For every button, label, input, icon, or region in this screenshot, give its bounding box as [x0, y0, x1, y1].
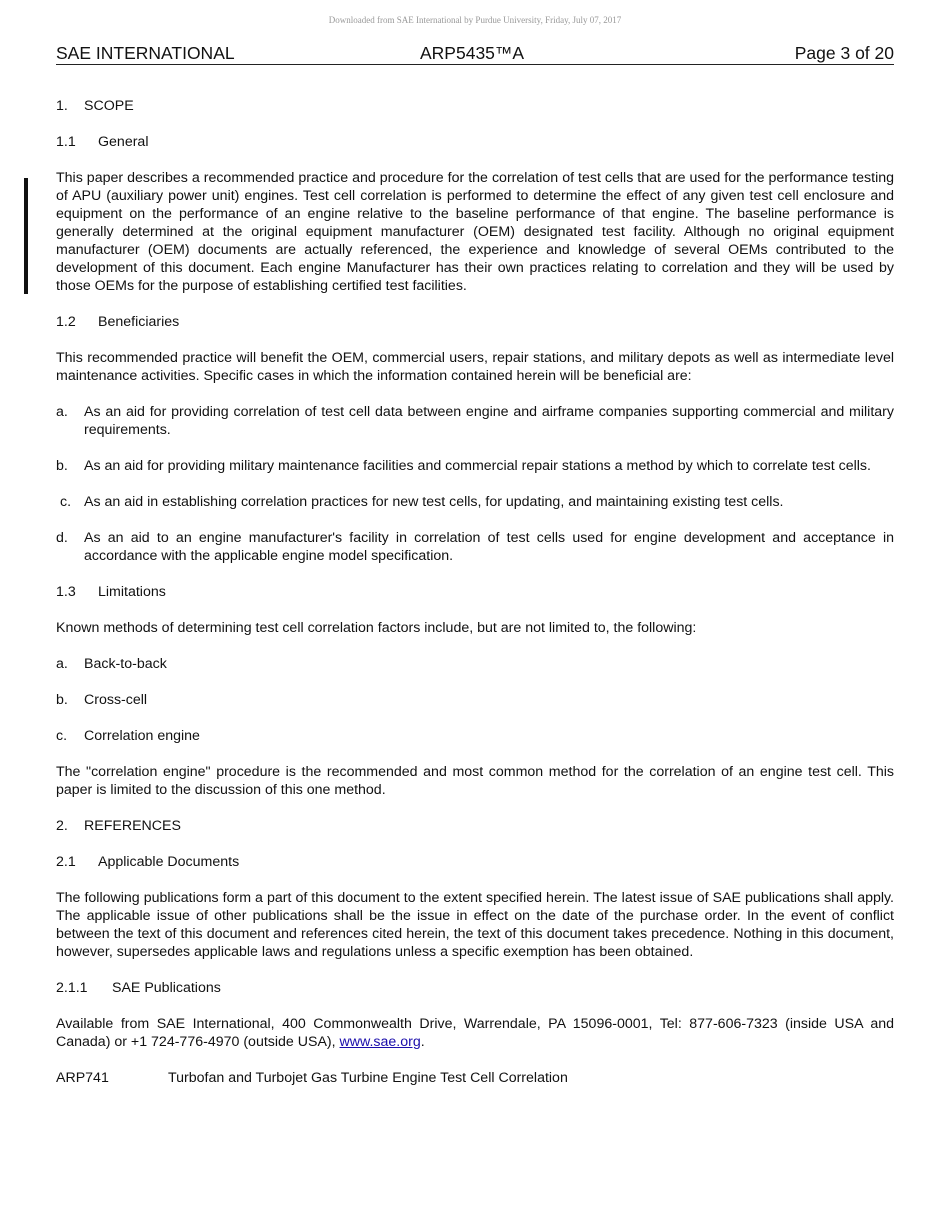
sae-publications-paragraph: [56, 1015, 894, 1051]
list-item-text: As an aid for providing military maintenance facilities and commercial repair stations a method by which to correlate test cells.: [84, 458, 871, 474]
header-doc-id: ARP5435™A: [420, 43, 525, 63]
section-heading-references: [56, 817, 894, 835]
section-heading-applicable-documents: [56, 853, 894, 871]
list-item-label: b.: [56, 692, 68, 708]
document-body: [56, 97, 894, 1105]
list-item: [56, 493, 894, 511]
applicable-documents-paragraph: The following publications form a part of this document to the extent specified herein. The latest issue of SAE publications shall apply. The applicable issue of other publications shall be the issue in effect on the date of the purchase order. In the event of conflict between the text of this document and references cited herein, the text of this document takes precedence. Nothing in this document, however, supersedes applicable laws and regulations unless a specific exemption has been obtained.: [56, 890, 894, 960]
list-item-text: Back-to-back: [84, 656, 167, 672]
section-title: Beneficiaries: [98, 314, 180, 330]
revision-change-bar: [24, 178, 28, 294]
section-number: 2.: [56, 818, 68, 834]
list-item-label: c.: [60, 494, 72, 510]
list-item: [56, 403, 894, 439]
list-item-text: As an aid in establishing correlation practices for new test cells, for updating, and maintaining existing test cells.: [84, 494, 784, 510]
section-heading-sae-publications: [56, 979, 894, 997]
list-item-text: As an aid to an engine manufacturer's facility in correlation of test cells used for engine development and acceptance in accordance with the applicable engine model specification.: [84, 530, 894, 564]
list-item: [56, 457, 894, 475]
reference-code: ARP741: [56, 1070, 109, 1086]
list-item-label: c.: [56, 728, 68, 744]
section-heading-scope: [56, 97, 894, 115]
list-item: [56, 529, 894, 565]
list-item-label: a.: [56, 404, 68, 420]
download-watermark: Downloaded from SAE International by Purdue University, Friday, July 07, 2017: [328, 15, 622, 25]
section-title: Applicable Documents: [98, 854, 240, 870]
sentence-end: .: [420, 1034, 425, 1050]
section-title: General: [98, 134, 149, 150]
limitations-closing-paragraph: The "correlation engine" procedure is the recommended and most common method for the correlation of an engine test cell. This paper is limited to the discussion of this one method.: [56, 764, 894, 798]
sae-address-text: Available from SAE International, 400 Commonwealth Drive, Warrendale, PA 15096-0001, Tel: 877-606-7323 (inside USA and Canada) or +1 724-776-4970 (outside USA),: [56, 1016, 894, 1050]
section-heading-general: [56, 133, 894, 151]
list-item: [56, 655, 894, 673]
list-item: [56, 727, 894, 745]
beneficiaries-paragraph: This recommended practice will benefit the OEM, commercial users, repair stations, and military depots as well as intermediate level maintenance activities. Specific cases in which the information contained herein will be beneficial are:: [56, 350, 894, 384]
section-title: SAE Publications: [112, 980, 221, 996]
limitations-paragraph: Known methods of determining test cell correlation factors include, but are not limited to, the following:: [56, 620, 697, 636]
header-page-number: Page 3 of 20: [794, 43, 894, 63]
section-number: 1.1: [56, 134, 76, 150]
sae-website-link[interactable]: www.sae.org: [339, 1034, 421, 1050]
section-number: 2.1: [56, 854, 76, 870]
page-header: [56, 42, 894, 65]
section-number: 1.: [56, 98, 68, 114]
list-item-text: Cross-cell: [84, 692, 148, 708]
section-number: 1.3: [56, 584, 76, 600]
list-item-text: As an aid for providing correlation of test cell data between engine and airframe companies supporting commercial and military requirements.: [84, 404, 894, 438]
reference-entry: [56, 1069, 894, 1087]
section-number: 1.2: [56, 314, 76, 330]
reference-title: Turbofan and Turbojet Gas Turbine Engine Test Cell Correlation: [168, 1070, 568, 1086]
list-item-label: b.: [56, 458, 68, 474]
section-heading-beneficiaries: [56, 313, 894, 331]
list-item-text: Correlation engine: [84, 728, 200, 744]
header-org: SAE INTERNATIONAL: [56, 43, 235, 63]
list-item: [56, 691, 894, 709]
section-heading-limitations: [56, 583, 894, 601]
section-title: SCOPE: [84, 98, 134, 114]
list-item-label: d.: [56, 530, 68, 546]
section-number: 2.1.1: [56, 980, 88, 996]
list-item-label: a.: [56, 656, 68, 672]
section-title: Limitations: [98, 584, 166, 600]
general-paragraph: This paper describes a recommended practice and procedure for the correlation of test cells that are used for the performance testing of APU (auxiliary power unit) engines. Test cell correlation is performed to determine the effect of any given test cell enclosure and equipment on the performance of an engine relative to the baseline performance of that engine. The baseline performance is generally determined at the original equipment manufacturer (OEM) designated test facility. Although no original equipment manufacturer (OEM) documents are actually referenced, the experience and knowledge of several OEMs contributed to the development of this document. Each engine Manufacturer has their own practices relating to correlation and they will be used by those OEMs for the purpose of establishing certified test facilities.: [56, 170, 894, 294]
section-title: REFERENCES: [84, 818, 181, 834]
